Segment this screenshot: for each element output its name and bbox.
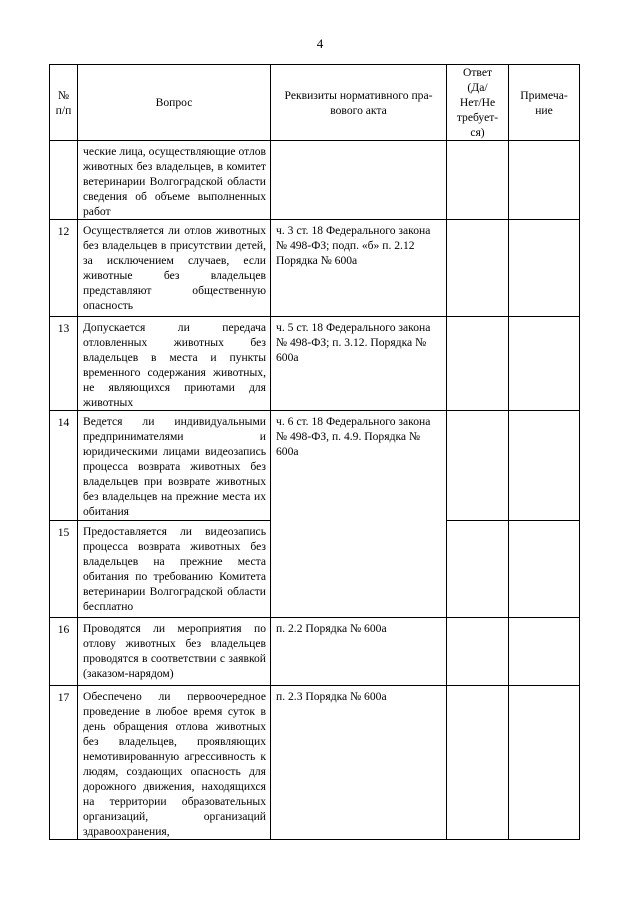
- row-answer-cell[interactable]: [447, 411, 509, 521]
- row-requisites: п. 2.3 Порядка № 600а: [271, 686, 447, 840]
- row-note-cell[interactable]: [509, 411, 580, 521]
- table-header-row: [50, 65, 580, 141]
- header-requisites: [271, 65, 447, 141]
- row-answer-cell[interactable]: [447, 618, 509, 686]
- header-question: [78, 65, 271, 141]
- table-row: [50, 618, 580, 686]
- row-question: Обеспечено ли первоочередное проведение в любое время суток в день обращения отлова животных без владельцев, проявляющих немотивированную агрессивность к людям, создающих опасность для дорожного движения, находящихся на территории образовательных организаций, организаций здравоохранения,: [78, 686, 271, 840]
- row-note-cell[interactable]: [509, 317, 580, 411]
- row-question: Допускается ли передача отловленных животных без владельцев в места и пункты временного содержания животных, не являющихся приютами для животных: [78, 317, 271, 411]
- header-requisites-text: Реквизиты нормативного пра- вового акта: [284, 88, 433, 117]
- table-row: [50, 141, 580, 220]
- table-row: [50, 686, 580, 840]
- row-num: 14: [50, 411, 78, 521]
- row-note-cell[interactable]: [509, 618, 580, 686]
- header-answer: [447, 65, 509, 141]
- table-row: [50, 411, 580, 521]
- row-num: 12: [50, 220, 78, 317]
- checklist-table: [49, 64, 580, 840]
- row-num: 17: [50, 686, 78, 840]
- row-question: Проводятся ли мероприятия по отлову животных без владельцев проводятся в соответствии с заявкой (заказом-нарядом): [78, 618, 271, 686]
- header-note: [509, 65, 580, 141]
- row-question: ческие лица, осуществляющие отлов животных без владельцев, в комитет ветеринарии Волгоградской области сведения об объеме выполненных работ: [78, 141, 271, 220]
- row-answer-cell[interactable]: [447, 220, 509, 317]
- header-num-text: № п/п: [55, 88, 72, 117]
- row-note-cell[interactable]: [509, 521, 580, 618]
- row-answer-cell[interactable]: [447, 317, 509, 411]
- row-requisites: [271, 141, 447, 220]
- row-num: 16: [50, 618, 78, 686]
- row-answer-cell[interactable]: [447, 521, 509, 618]
- row-question: Предоставляется ли видеозапись процесса возврата животных без владельцев на прежние места обитания по требованию Комитета ветеринарии Волгоградской области бесплатно: [78, 521, 271, 618]
- row-requisites: ч. 5 ст. 18 Федерального закона № 498-ФЗ; п. 3.12. Порядка № 600а: [271, 317, 447, 411]
- row-question: Осуществляется ли отлов животных без владельцев в присутствии детей, за исключением случаев, если животные без владельцев представляют общественную опасность: [78, 220, 271, 317]
- page-number: 4: [316, 36, 324, 51]
- row-answer-cell[interactable]: [447, 141, 509, 220]
- table-row: [50, 220, 580, 317]
- header-answer-text: Ответ (Да/ Нет/Не требует- ся): [456, 66, 499, 139]
- row-question: Ведется ли индивидуальными предпринимателями и юридическими лицами видеозапись процесса возврата животных без владельцев при возврате животных без владельцев на прежние места их обитания: [78, 411, 271, 521]
- row-answer-cell[interactable]: [447, 686, 509, 840]
- row-note-cell[interactable]: [509, 686, 580, 840]
- row-note-cell[interactable]: [509, 220, 580, 317]
- header-question-text: Вопрос: [155, 96, 193, 109]
- row-requisites: ч. 6 ст. 18 Федерального закона № 498-ФЗ, п. 4.9. Порядка № 600а: [271, 411, 447, 618]
- header-num: [50, 65, 78, 141]
- row-requisites: ч. 3 ст. 18 Федерального закона № 498-ФЗ; подп. «б» п. 2.12 Порядка № 600а: [271, 220, 447, 317]
- row-requisites: п. 2.2 Порядка № 600а: [271, 618, 447, 686]
- table-row: [50, 317, 580, 411]
- row-num: 15: [50, 521, 78, 618]
- row-num: 13: [50, 317, 78, 411]
- header-note-text: Примеча- ние: [520, 88, 568, 117]
- row-note-cell[interactable]: [509, 141, 580, 220]
- row-num: [50, 141, 78, 220]
